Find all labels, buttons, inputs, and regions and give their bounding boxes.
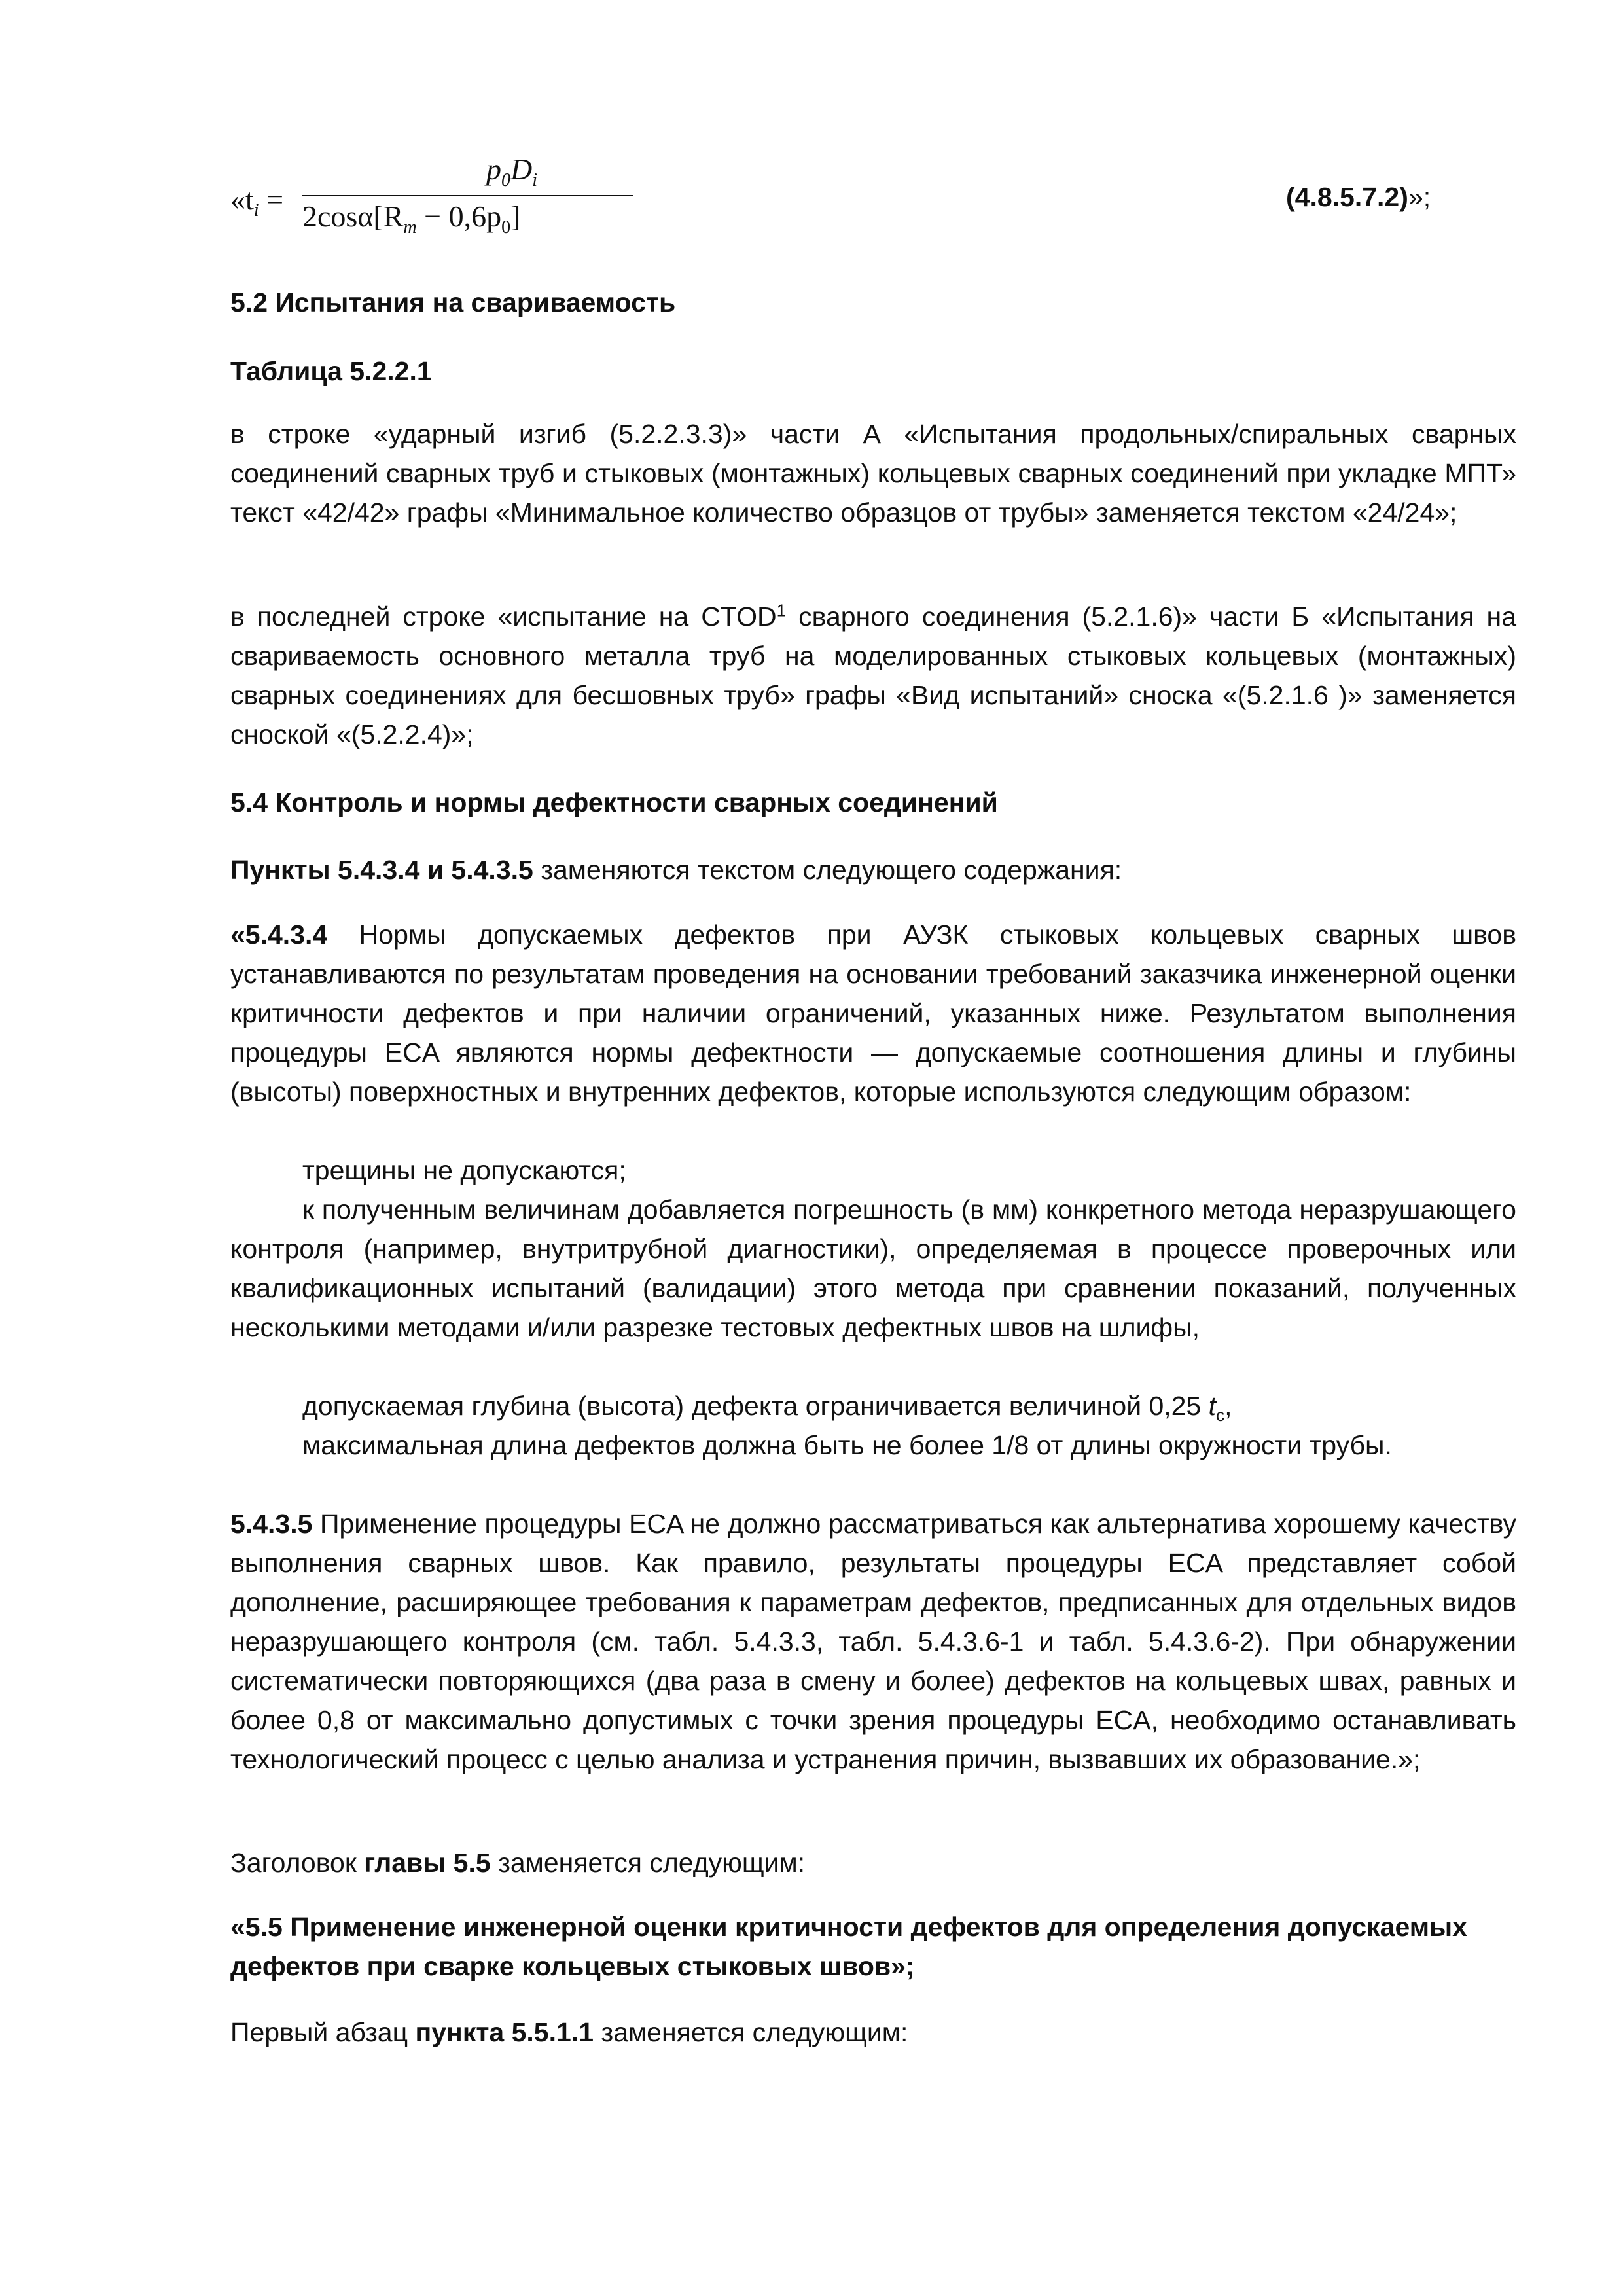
section-5-4-heading: 5.4 Контроль и нормы дефектности сварных соединений [230, 787, 998, 817]
section-5-5-heading: «5.5 Применение инженерной оценки критичности дефектов для определения допускаемых дефектов при сварке кольцевых стыковых швов»; [230, 1912, 1467, 1981]
paragraph-5-4-3-4: «5.4.3.4 Нормы допускаемых дефектов при АУЗК стыковых кольцевых сварных швов устанавливаются по результатам проведения на основании требований заказчика инженерной оценки критичности дефектов и при наличии ограничений, указанных ниже. Результатом выполнения процедуры ECA являются нормы дефектности — допускаемые соотношения длины и глубины (высоты) поверхностных и внутренних дефектов, которые используются следующим образом: [230, 920, 1516, 1107]
paragraph-table-row-impact: в строке «ударный изгиб (5.2.2.3.3)» части А «Испытания продольных/спиральных сварных соединений сварных труб и стыковых (монтажных) кольцевых сварных соединений при укладке МПТ» текст «42/42» графы «Минимальное количество образцов от трубы» заменяется текстом «24/24»; [230, 419, 1516, 528]
paragraph-chapter-title-replaced: Заголовок главы 5.5 заменяется следующим: [230, 1848, 806, 1878]
table-5-2-2-1-heading: Таблица 5.2.2.1 [230, 356, 432, 386]
list-item-length-limit: максимальная длина дефектов должна быть не более 1/8 от длины окружности трубы. [302, 1430, 1392, 1460]
list-item-error-margin: к полученным величинам добавляется погрешность (в мм) конкретного метода неразрушающего контроля (например, внутритрубной диагностики), определяемая в процессе проверочных или квалификационных испытаний (валидации) этого метода при сравнении показаний, полученных несколькими методами и/или разрезке тестовых дефектных швов на шлифы, [230, 1194, 1516, 1342]
paragraph-ctod-row: в последней строке «испытание на CTOD$^1$ сварного соединения (5.2.1.6)» части Б «Испытания на свариваемость основного металла труб на моделированных стыковых кольцевых (монтажных) сварных соединениях для бесшовных труб» графы «Вид испытаний» сноска «(5.2.1.6 )» заменяется сноской «(5.2.2.4)»; [230, 600, 1516, 749]
paragraph-5-4-3-5: 5.4.3.5 Применение процедуры ECA не должно рассматриваться как альтернатива хорошему качеству выполнения сварных швов. Как правило, результаты процедуры ECA представляет собой дополнение, расширяющее требования к параметрам дефектов, предписанных для отдельных видов неразрушающего контроля (см. табл. 5.4.3.3, табл. 5.4.3.6-1 и табл. 5.4.3.6-2). При обнаружении систематически повторяющихся (два раза в смену и более) дефектов на кольцевых швах, равных и более 0,8 от максимально допустимых с точки зрения процедуры ECA, необходимо останавливать технологический процесс с целью анализа и устранения причин, вызвавших их образование.»; [230, 1509, 1516, 1774]
equation-number: (4.8.5.7.2)»; [1286, 182, 1431, 212]
formula-numerator: $p_0D_i$ [486, 152, 537, 191]
list-item-depth-limit: допускаемая глубина (высота) дефекта ограничивается величиной 0,25 $t_c$, [302, 1391, 1232, 1426]
formula-denominator: $2\cos\alpha[R_m - 0,6p_0]$ [302, 200, 521, 238]
section-5-2-heading: 5.2 Испытания на свариваемость [230, 287, 676, 317]
fraction-bar [302, 195, 633, 196]
paragraph-items-replaced: Пункты 5.4.3.4 и 5.4.3.5 заменяются текстом следующего содержания: [230, 855, 1122, 885]
formula-lhs: «$t_i$ = [230, 183, 284, 221]
formula-4-8-5-7-2 [230, 152, 636, 263]
list-item-cracks: трещины не допускаются; [302, 1155, 626, 1185]
paragraph-first-para-replaced: Первый абзац пункта 5.5.1.1 заменяется следующим: [230, 2017, 908, 2047]
